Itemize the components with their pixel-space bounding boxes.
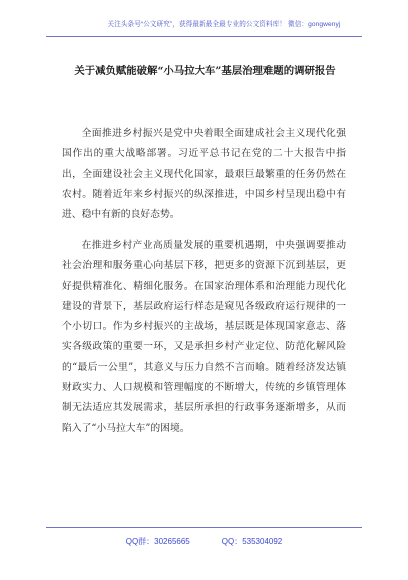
footer-qq-number: QQ：535304092 (221, 537, 283, 546)
header-note: 关注头条号“公文研究”，获得最新最全最专业的公文资料库！ 微信：gongwenyj (107, 21, 341, 28)
paragraph-1: 全面推进乡村振兴是党中央着眼全面建成社会主义现代化强国作出的重大战略部署。习近平总书记在党的二十大报告中指出，全面建设社会主义现代化国家，最艰巨最繁重的任务仍然在农村。随着近年来乡村振兴的纵深推进，中国乡村呈现出稳中有进、稳中有新的良好态势。 (62, 128, 346, 221)
paragraph-2: 在推进乡村产业高质量发展的重要机遇期，中央强调要推动社会治理和服务重心向基层下移，把更多的资源下沉到基层，更好提供精准化、精细化服务。在国家治理体系和治理能力现代化建设的背景下，基层政府运行样态是窥见各级政府运行规律的一个小切口。作为乡村振兴的主战场，基层既是体现国家意志、落实各级政策的重要一环，又是承担乡村产业定位、防范化解风险的“最后一公里”，其意义与压力自然不言而喻。随着经济发达镇财政实力、人口规模和管理幅度的不断增大，传统的乡镇管理体制无法适应其发展需求，基层所承担的行政事务逐渐增多，从而陷入了“小马拉大车”的困境。 (62, 240, 346, 434)
footer-qq-group: QQ群：30265665 (125, 537, 190, 546)
footer (0, 536, 408, 547)
header-divider (46, 36, 362, 37)
document-title: 关于减负赋能破解“小马拉大车”基层治理难题的调研报告 (74, 65, 336, 77)
footer-divider (46, 527, 362, 528)
